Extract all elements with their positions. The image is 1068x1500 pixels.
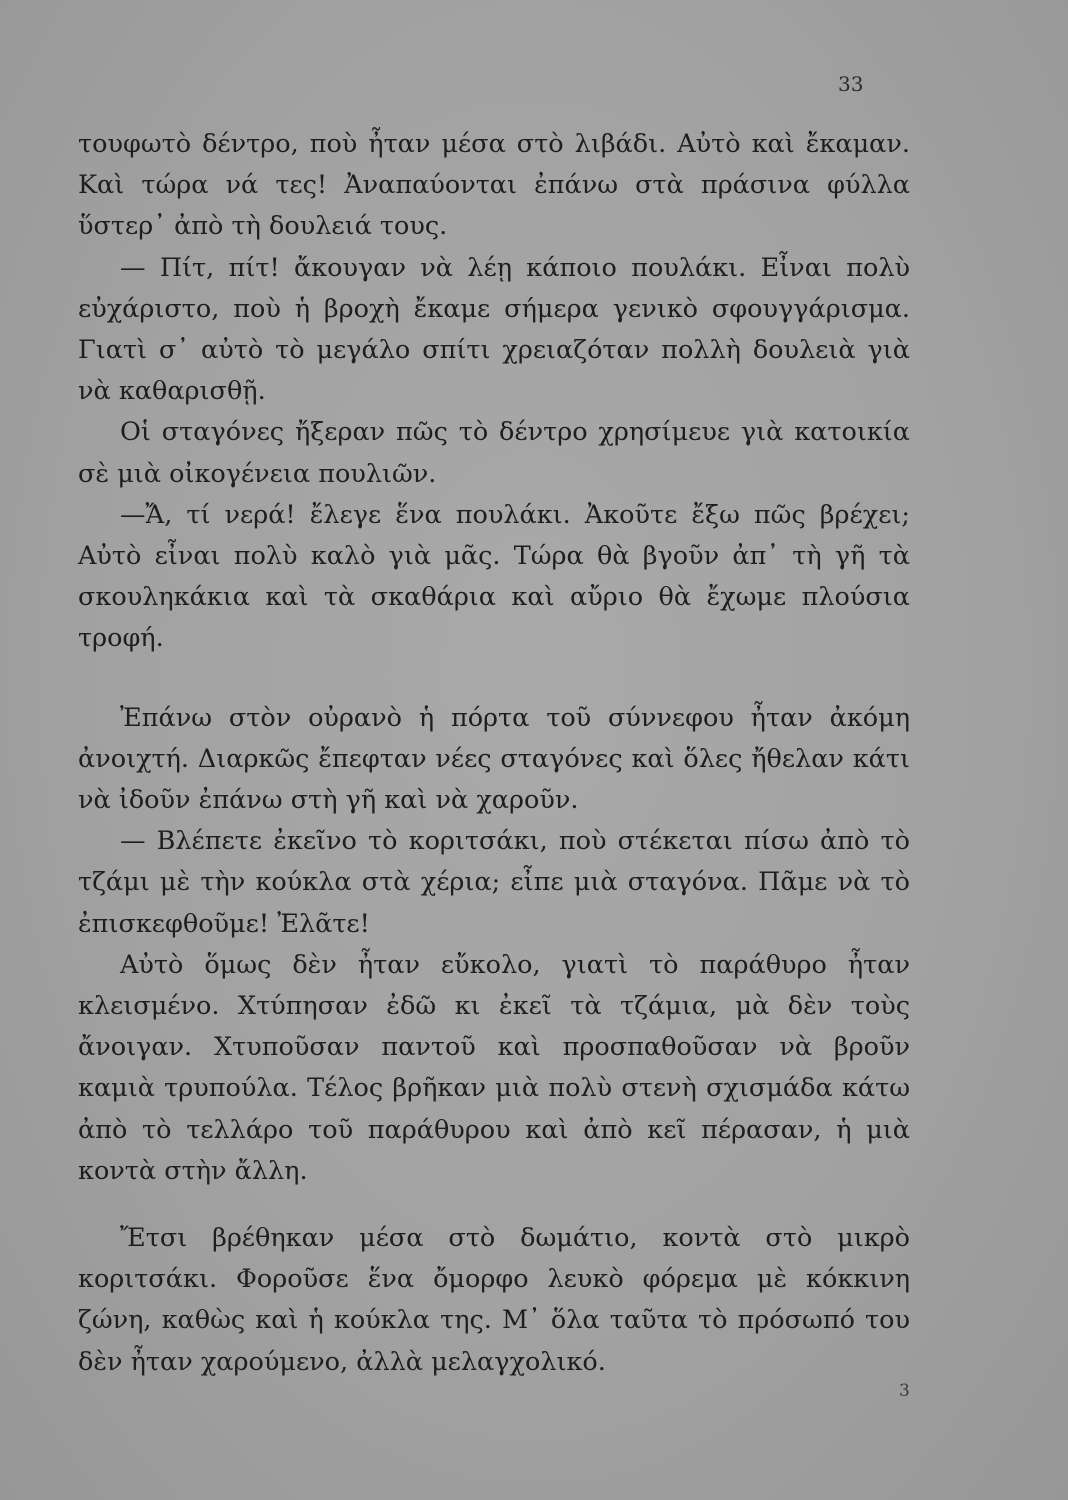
page-number: 33 [838, 72, 864, 96]
paragraph-3: Οἱ σταγόνες ἤξεραν πῶς τὸ δέντρο χρησίμευε γιὰ κατοικία σὲ μιὰ οἰκογένεια πουλιῶν. [78, 417, 910, 489]
paragraph-5: Ἐπάνω στὸν οὐρανὸ ἡ πόρτα τοῦ σύννεφου ἦταν ἀκόμη ἀνοιχτή. Διαρκῶς ἔπεφταν νέες σταγόνες καὶ ὅλες ἤθελαν κάτι νὰ ἰδοῦν ἐπάνω στὴ γῆ καὶ νὰ χαροῦν. [78, 702, 910, 816]
paragraph-2: — Πίτ, πίτ! ἄκουγαν νὰ λέῃ κάποιο πουλάκι. Εἶναι πολὺ εὐχάριστο, ποὺ ἡ βροχὴ ἔκαμε σήμερα γενικὸ σφουγγάρισμα. Γιατὶ σ᾽ αὐτὸ τὸ μεγάλο σπίτι χρειαζόταν πολλὴ δουλειὰ γιὰ νὰ καθαρισθῇ. [78, 252, 910, 407]
signature-mark: 3 [899, 1381, 910, 1401]
body-text [78, 124, 910, 1383]
paragraph-6: — Βλέπετε ἐκεῖνο τὸ κοριτσάκι, ποὺ στέκεται πίσω ἀπὸ τὸ τζάμι μὲ τὴν κούκλα στὰ χέρια; εἶπε μιὰ σταγόνα. Πᾶμε νὰ τὸ ἐπισκεφθοῦμε! Ἐλᾶτε! [78, 826, 910, 939]
paragraph-7: Αὐτὸ ὅμως δὲν ἦταν εὔκολο, γιατὶ τὸ παράθυρο ἦταν κλεισμένο. Χτύπησαν ἐδῶ κι ἐκεῖ τὰ τζάμια, μὰ δὲν τοὺς ἄνοιγαν. Χτυποῦσαν παντοῦ καὶ προσπαθοῦσαν νὰ βροῦν καμιὰ τρυπούλα. Τέλος βρῆκαν μιὰ πολὺ στενὴ σχισμάδα κάτω ἀπὸ τὸ τελλάρο τοῦ παράθυρου καὶ ἀπὸ κεῖ πέρασαν, ἡ μιὰ κοντὰ στὴν ἄλλη. [78, 949, 910, 1186]
paragraph-4: —Ἄ, τί νερά! ἔλεγε ἕνα πουλάκι. Ἀκοῦτε ἔξω πῶς βρέχει; Αὐτὸ εἶναι πολὺ καλὸ γιὰ μᾶς. Τώρα θὰ βγοῦν ἀπ᾽ τὴ γῆ τὰ σκουληκάκια καὶ τὰ σκαθάρια καὶ αὔριο θὰ ἔχωμε πλούσια τροφή. [78, 499, 910, 654]
paragraph-8: Ἔτσι βρέθηκαν μέσα στὸ δωμάτιο, κοντὰ στὸ μικρὸ κοριτσάκι. Φοροῦσε ἕνα ὄμορφο λευκὸ φόρεμα μὲ κόκκινη ζώνη, καθὼς καὶ ἡ κούκλα της. Μ᾽ ὅλα ταῦτα τὸ πρόσωπό του δὲν ἦταν χαρούμενο, ἀλλὰ μελαγχολικό. [78, 1223, 910, 1377]
paragraph-1: τουφωτὸ δέντρο, ποὺ ἦταν μέσα στὸ λιβάδι. Αὐτὸ καὶ ἔκαμαν. Καὶ τώρα νά τες! Ἀναπαύονται ἐπάνω στὰ πράσινα φύλλα ὕστερ᾽ ἀπὸ τὴ δουλειά τους. [78, 129, 910, 242]
